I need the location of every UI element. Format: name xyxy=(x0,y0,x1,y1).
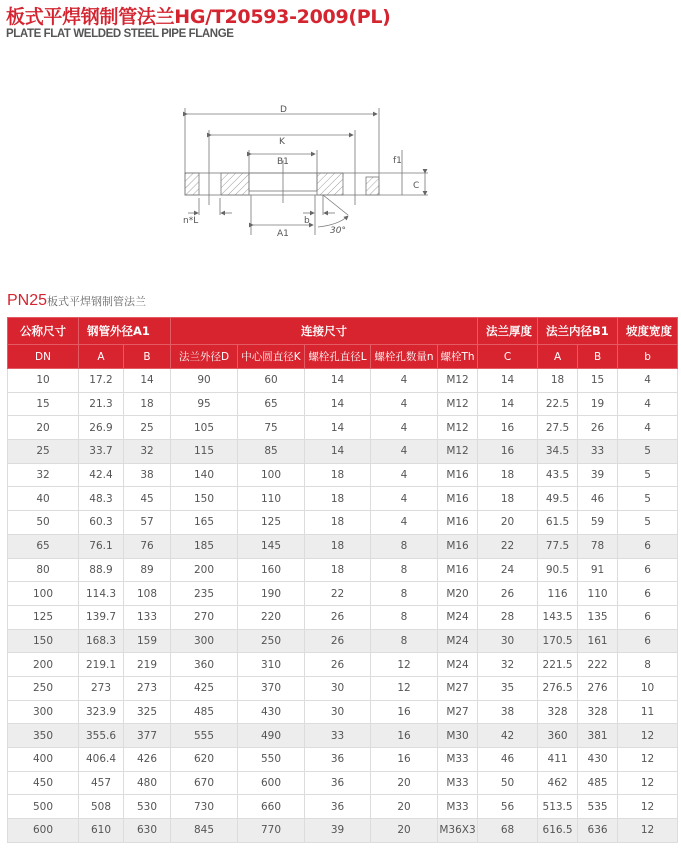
table-cell: 6 xyxy=(618,582,678,606)
table-row xyxy=(8,795,678,819)
table-cell: 14 xyxy=(305,369,371,393)
table-cell: 670 xyxy=(171,771,238,795)
table-cell: 26 xyxy=(305,629,371,653)
section-heading xyxy=(7,290,146,310)
table-cell: 4 xyxy=(371,440,438,464)
table-cell: 730 xyxy=(171,795,238,819)
table-cell: 133 xyxy=(124,605,171,629)
table-cell: 12 xyxy=(618,724,678,748)
table-row xyxy=(8,700,678,724)
page-title: 板式平焊钢制管法兰HG/T20593-2009(PL) xyxy=(6,6,391,28)
table-cell: 39 xyxy=(305,819,371,843)
table-cell: 20 xyxy=(371,771,438,795)
table-cell: 8 xyxy=(371,534,438,558)
table-row xyxy=(8,534,678,558)
table-cell: 11 xyxy=(618,700,678,724)
table-cell: 16 xyxy=(478,440,538,464)
table-cell: 85 xyxy=(238,440,305,464)
table-cell: 15 xyxy=(578,369,618,393)
table-cell: 108 xyxy=(124,582,171,606)
table-cell: 222 xyxy=(578,653,618,677)
table-cell: 555 xyxy=(171,724,238,748)
table-cell: 360 xyxy=(171,653,238,677)
flange-spec-table xyxy=(7,317,678,843)
table-cell: M33 xyxy=(438,748,478,772)
table-cell: 16 xyxy=(371,724,438,748)
table-cell: 250 xyxy=(8,676,79,700)
table-cell: 100 xyxy=(8,582,79,606)
column-header: b xyxy=(618,345,678,369)
table-cell: 219 xyxy=(124,653,171,677)
table-cell: 4 xyxy=(618,392,678,416)
table-cell: 10 xyxy=(8,369,79,393)
table-cell: M12 xyxy=(438,369,478,393)
table-cell: 323.9 xyxy=(79,700,124,724)
table-cell: M16 xyxy=(438,534,478,558)
table-cell: 12 xyxy=(618,748,678,772)
table-row xyxy=(8,558,678,582)
table-cell: 14 xyxy=(124,369,171,393)
table-cell: M16 xyxy=(438,511,478,535)
table-cell: M16 xyxy=(438,487,478,511)
table-cell: 40 xyxy=(8,487,79,511)
table-cell: 27.5 xyxy=(538,416,578,440)
table-cell: 411 xyxy=(538,748,578,772)
table-cell: 430 xyxy=(578,748,618,772)
table-cell: 425 xyxy=(171,676,238,700)
table-cell: 616.5 xyxy=(538,819,578,843)
table-cell: 8 xyxy=(371,605,438,629)
table-cell: 89 xyxy=(124,558,171,582)
table-cell: 20 xyxy=(478,511,538,535)
table-cell: 42 xyxy=(478,724,538,748)
column-header: B xyxy=(578,345,618,369)
table-cell: 65 xyxy=(8,534,79,558)
table-cell: 80 xyxy=(8,558,79,582)
table-row xyxy=(8,487,678,511)
table-cell: 462 xyxy=(538,771,578,795)
table-cell: 426 xyxy=(124,748,171,772)
table-cell: 50 xyxy=(478,771,538,795)
table-cell: 114.3 xyxy=(79,582,124,606)
page-subtitle: PLATE FLAT WELDED STEEL PIPE FLANGE xyxy=(6,28,234,40)
table-cell: 8 xyxy=(371,629,438,653)
table-cell: 610 xyxy=(79,819,124,843)
table-cell: 45 xyxy=(124,487,171,511)
pressure-class: PN25 xyxy=(7,292,48,309)
table-cell: 8 xyxy=(618,653,678,677)
table-cell: 600 xyxy=(8,819,79,843)
table-cell: 24 xyxy=(478,558,538,582)
table-cell: 105 xyxy=(171,416,238,440)
table-cell: 26 xyxy=(578,416,618,440)
table-cell: 30 xyxy=(305,676,371,700)
table-cell: 39 xyxy=(578,463,618,487)
table-cell: 135 xyxy=(578,605,618,629)
table-cell: 273 xyxy=(79,676,124,700)
table-cell: M24 xyxy=(438,629,478,653)
table-cell: 18 xyxy=(305,487,371,511)
label-angle: 30° xyxy=(330,226,346,236)
column-header: 螺栓孔直径L xyxy=(305,345,371,369)
table-cell: 91 xyxy=(578,558,618,582)
table-cell: 12 xyxy=(371,676,438,700)
table-cell: 5 xyxy=(618,511,678,535)
table-cell: 46 xyxy=(478,748,538,772)
table-cell: 170.5 xyxy=(538,629,578,653)
table-cell: 400 xyxy=(8,748,79,772)
table-cell: 14 xyxy=(305,440,371,464)
table-cell: 116 xyxy=(538,582,578,606)
table-cell: 185 xyxy=(171,534,238,558)
table-cell: 25 xyxy=(124,416,171,440)
header-inner-dia-group: 法兰内径B1 xyxy=(538,318,618,345)
table-cell: 33 xyxy=(578,440,618,464)
table-row xyxy=(8,629,678,653)
table-cell: 145 xyxy=(238,534,305,558)
table-cell: 221.5 xyxy=(538,653,578,677)
column-header: 螺栓Th xyxy=(438,345,478,369)
table-cell: 18 xyxy=(305,558,371,582)
table-cell: 636 xyxy=(578,819,618,843)
table-cell: 630 xyxy=(124,819,171,843)
table-row xyxy=(8,463,678,487)
table-cell: M30 xyxy=(438,724,478,748)
table-cell: 770 xyxy=(238,819,305,843)
table-cell: 6 xyxy=(618,605,678,629)
table-cell: 14 xyxy=(305,416,371,440)
table-cell: 15 xyxy=(8,392,79,416)
table-cell: 6 xyxy=(618,534,678,558)
table-cell: 21.3 xyxy=(79,392,124,416)
table-cell: 300 xyxy=(8,700,79,724)
table-cell: 26.9 xyxy=(79,416,124,440)
table-cell: 143.5 xyxy=(538,605,578,629)
table-cell: 100 xyxy=(238,463,305,487)
header-pipe-od-group: 钢管外径A1 xyxy=(79,318,171,345)
label-B1: B1 xyxy=(277,157,289,167)
table-cell: 32 xyxy=(124,440,171,464)
table-cell: 620 xyxy=(171,748,238,772)
table-cell: 18 xyxy=(305,463,371,487)
table-cell: 430 xyxy=(238,700,305,724)
column-header: A xyxy=(79,345,124,369)
table-cell: 139.7 xyxy=(79,605,124,629)
table-cell: 219.1 xyxy=(79,653,124,677)
label-f1: f1 xyxy=(393,156,402,166)
table-cell: 328 xyxy=(538,700,578,724)
table-cell: 60 xyxy=(238,369,305,393)
table-cell: 26 xyxy=(305,605,371,629)
table-cell: M27 xyxy=(438,676,478,700)
table-cell: 76.1 xyxy=(79,534,124,558)
table-cell: 6 xyxy=(618,629,678,653)
table-cell: 30 xyxy=(478,629,538,653)
table-cell: 14 xyxy=(305,392,371,416)
table-cell: 14 xyxy=(478,369,538,393)
table-cell: 325 xyxy=(124,700,171,724)
label-b: b xyxy=(304,216,310,226)
table-cell: 10 xyxy=(618,676,678,700)
table-cell: 355.6 xyxy=(79,724,124,748)
table-cell: 4 xyxy=(371,511,438,535)
table-cell: M20 xyxy=(438,582,478,606)
table-row xyxy=(8,771,678,795)
table-row xyxy=(8,440,678,464)
table-cell: 8 xyxy=(371,582,438,606)
table-row xyxy=(8,416,678,440)
table-row xyxy=(8,676,678,700)
table-cell: 78 xyxy=(578,534,618,558)
table-cell: 5 xyxy=(618,487,678,511)
table-cell: 276 xyxy=(578,676,618,700)
table-cell: 4 xyxy=(371,392,438,416)
table-cell: 159 xyxy=(124,629,171,653)
table-cell: 22 xyxy=(305,582,371,606)
table-cell: 168.3 xyxy=(79,629,124,653)
table-cell: 20 xyxy=(371,819,438,843)
table-cell: 61.5 xyxy=(538,511,578,535)
table-row xyxy=(8,748,678,772)
table-cell: M24 xyxy=(438,653,478,677)
header-connection-group: 连接尺寸 xyxy=(171,318,478,345)
table-cell: 36 xyxy=(305,748,371,772)
label-K: K xyxy=(279,137,285,147)
table-cell: 32 xyxy=(8,463,79,487)
table-cell: 48.3 xyxy=(79,487,124,511)
table-cell: 20 xyxy=(8,416,79,440)
table-cell: 276.5 xyxy=(538,676,578,700)
table-cell: 20 xyxy=(371,795,438,819)
table-cell: 450 xyxy=(8,771,79,795)
table-cell: 26 xyxy=(305,653,371,677)
table-cell: 500 xyxy=(8,795,79,819)
table-cell: 480 xyxy=(124,771,171,795)
table-cell: 457 xyxy=(79,771,124,795)
table-cell: 35 xyxy=(478,676,538,700)
table-cell: 25 xyxy=(8,440,79,464)
table-row xyxy=(8,369,678,393)
table-cell: 65 xyxy=(238,392,305,416)
table-cell: M12 xyxy=(438,440,478,464)
table-cell: 235 xyxy=(171,582,238,606)
table-cell: 60.3 xyxy=(79,511,124,535)
column-header: A xyxy=(538,345,578,369)
table-cell: M33 xyxy=(438,795,478,819)
table-cell: 600 xyxy=(238,771,305,795)
table-cell: 370 xyxy=(238,676,305,700)
table-cell: 33.7 xyxy=(79,440,124,464)
table-cell: 30 xyxy=(305,700,371,724)
header-dn-group: 公称尺寸 xyxy=(8,318,79,345)
table-cell: 381 xyxy=(578,724,618,748)
section-description: 板式平焊钢制管法兰 xyxy=(47,295,147,308)
table-cell: 43.5 xyxy=(538,463,578,487)
table-cell: 160 xyxy=(238,558,305,582)
table-row xyxy=(8,653,678,677)
table-cell: 88.9 xyxy=(79,558,124,582)
table-cell: 8 xyxy=(371,558,438,582)
table-cell: 90 xyxy=(171,369,238,393)
table-cell: 140 xyxy=(171,463,238,487)
table-cell: 350 xyxy=(8,724,79,748)
table-cell: 57 xyxy=(124,511,171,535)
table-cell: 490 xyxy=(238,724,305,748)
table-cell: M27 xyxy=(438,700,478,724)
table-cell: 250 xyxy=(238,629,305,653)
table-cell: 75 xyxy=(238,416,305,440)
table-cell: 273 xyxy=(124,676,171,700)
table-row xyxy=(8,511,678,535)
table-cell: 22.5 xyxy=(538,392,578,416)
table-cell: 200 xyxy=(171,558,238,582)
table-cell: 59 xyxy=(578,511,618,535)
table-cell: 535 xyxy=(578,795,618,819)
flange-dimension-diagram xyxy=(170,90,440,250)
label-C: C xyxy=(413,181,420,191)
column-header: C xyxy=(478,345,538,369)
table-cell: M16 xyxy=(438,463,478,487)
table-cell: 4 xyxy=(618,369,678,393)
table-row xyxy=(8,724,678,748)
table-cell: 42.4 xyxy=(79,463,124,487)
table-cell: 16 xyxy=(371,748,438,772)
table-cell: 12 xyxy=(618,795,678,819)
table-cell: 5 xyxy=(618,440,678,464)
column-header: 法兰外径D xyxy=(171,345,238,369)
table-cell: 18 xyxy=(305,511,371,535)
table-cell: 36 xyxy=(305,771,371,795)
table-cell: 485 xyxy=(171,700,238,724)
table-cell: 4 xyxy=(371,369,438,393)
table-cell: 513.5 xyxy=(538,795,578,819)
table-cell: 5 xyxy=(618,463,678,487)
header-thickness-group: 法兰厚度 xyxy=(478,318,538,345)
table-cell: 50 xyxy=(8,511,79,535)
table-row xyxy=(8,582,678,606)
table-row xyxy=(8,392,678,416)
table-cell: M36X3 xyxy=(438,819,478,843)
table-cell: 4 xyxy=(371,487,438,511)
table-cell: 300 xyxy=(171,629,238,653)
table-cell: 18 xyxy=(305,534,371,558)
table-cell: M16 xyxy=(438,558,478,582)
table-cell: 90.5 xyxy=(538,558,578,582)
table-cell: 6 xyxy=(618,558,678,582)
table-cell: 18 xyxy=(478,487,538,511)
table-cell: 485 xyxy=(578,771,618,795)
table-cell: 12 xyxy=(371,653,438,677)
header-bevel-group: 坡度宽度 xyxy=(618,318,678,345)
table-cell: M33 xyxy=(438,771,478,795)
table-cell: 16 xyxy=(478,416,538,440)
table-cell: 550 xyxy=(238,748,305,772)
table-cell: 46 xyxy=(578,487,618,511)
table-cell: 68 xyxy=(478,819,538,843)
table-cell: 530 xyxy=(124,795,171,819)
table-cell: M12 xyxy=(438,392,478,416)
table-cell: 4 xyxy=(371,463,438,487)
table-cell: 660 xyxy=(238,795,305,819)
table-cell: 77.5 xyxy=(538,534,578,558)
table-cell: 4 xyxy=(618,416,678,440)
table-cell: 150 xyxy=(171,487,238,511)
table-cell: 190 xyxy=(238,582,305,606)
table-cell: 12 xyxy=(618,819,678,843)
table-cell: 76 xyxy=(124,534,171,558)
column-header: 中心圆直径K xyxy=(238,345,305,369)
table-cell: 150 xyxy=(8,629,79,653)
table-cell: 34.5 xyxy=(538,440,578,464)
table-cell: 14 xyxy=(478,392,538,416)
table-cell: 110 xyxy=(578,582,618,606)
table-cell: 26 xyxy=(478,582,538,606)
table-cell: 17.2 xyxy=(79,369,124,393)
table-cell: 36 xyxy=(305,795,371,819)
table-cell: 220 xyxy=(238,605,305,629)
table-cell: 12 xyxy=(618,771,678,795)
table-cell: 125 xyxy=(8,605,79,629)
table-cell: 4 xyxy=(371,416,438,440)
label-nL: n*L xyxy=(183,216,199,226)
table-cell: 49.5 xyxy=(538,487,578,511)
label-D: D xyxy=(280,105,287,115)
table-cell: 110 xyxy=(238,487,305,511)
table-cell: 22 xyxy=(478,534,538,558)
column-header: 螺栓孔数量n xyxy=(371,345,438,369)
table-cell: 38 xyxy=(478,700,538,724)
label-A1: A1 xyxy=(277,229,289,239)
table-cell: 18 xyxy=(478,463,538,487)
column-header: DN xyxy=(8,345,79,369)
table-cell: 38 xyxy=(124,463,171,487)
table-cell: 95 xyxy=(171,392,238,416)
table-cell: 16 xyxy=(371,700,438,724)
table-cell: 360 xyxy=(538,724,578,748)
table-cell: 33 xyxy=(305,724,371,748)
table-cell: 508 xyxy=(79,795,124,819)
table-cell: M24 xyxy=(438,605,478,629)
table-cell: 19 xyxy=(578,392,618,416)
table-cell: 310 xyxy=(238,653,305,677)
table-cell: 200 xyxy=(8,653,79,677)
table-cell: 115 xyxy=(171,440,238,464)
table-cell: 270 xyxy=(171,605,238,629)
column-header: B xyxy=(124,345,171,369)
table-cell: 32 xyxy=(478,653,538,677)
table-cell: 377 xyxy=(124,724,171,748)
table-cell: 165 xyxy=(171,511,238,535)
table-cell: 28 xyxy=(478,605,538,629)
table-cell: 845 xyxy=(171,819,238,843)
table-cell: 18 xyxy=(124,392,171,416)
table-cell: M12 xyxy=(438,416,478,440)
table-cell: 328 xyxy=(578,700,618,724)
table-cell: 161 xyxy=(578,629,618,653)
table-row xyxy=(8,819,678,843)
table-cell: 18 xyxy=(538,369,578,393)
table-row xyxy=(8,605,678,629)
table-cell: 56 xyxy=(478,795,538,819)
table-cell: 125 xyxy=(238,511,305,535)
table-cell: 406.4 xyxy=(79,748,124,772)
